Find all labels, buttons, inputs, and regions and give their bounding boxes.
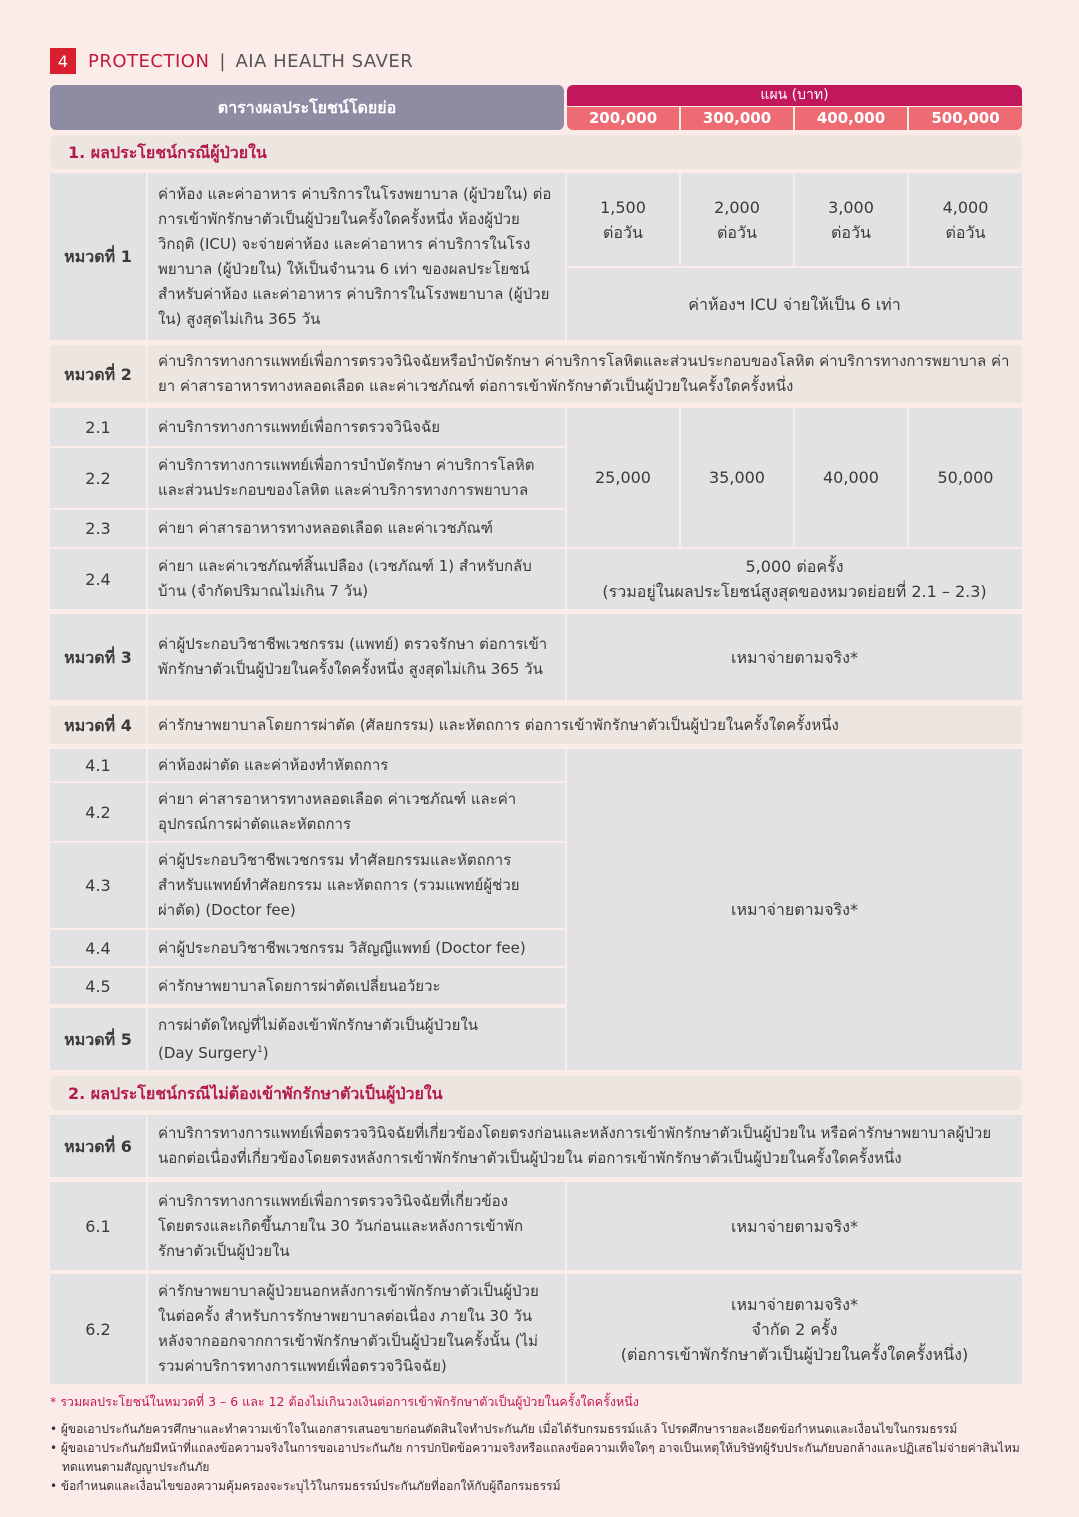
cat-1-value-400000: 3,000 ต่อวัน [795,173,907,266]
cat-6-desc: ค่าบริการทางการแพทย์เพื่อตรวจวินิจฉัยที่เกี่ยวข้องโดยตรงก่อนและหลังการเข้าพักรักษาตัวเป็นผู้ป่วยใน หรือค่ารักษาพยาบาลผู้ป่วยนอกต่อเนื่องที่เกี่ยวข้องโดยตรงหลังการเข้าพักรักษาตัวเป็นผู้ป่วยใน ต่อการเข้าพักรักษาตัวเป็นผู้ป่วยในครั้งใดครั้งหนึ่ง [148,1115,1022,1177]
cat-1-desc: ค่าห้อง และค่าอาหาร ค่าบริการในโรงพยาบาล (ผู้ป่วยใน) ต่อการเข้าพักรักษาตัวเป็นผู้ป่วยในครั้งใดครั้งหนึ่ง ห้องผู้ป่วยวิกฤติ (ICU) จะจ่ายค่าห้อง และค่าอาหาร ค่าบริการในโรงพยาบาล (ผู้ป่วยใน) ให้เป็นจำนวน 6 เท่า ของผลประโยชน์สำหรับค่าห้อง และค่าอาหาร ค่าบริการในโรงพยาบาล (ผู้ป่วยใน) สูงสุดไม่เกิน 365 วัน [148,173,565,340]
disclaimer-item: • ผู้ขอเอาประกันภัยควรศึกษาและทำความเข้าใจในเอกสารเสนอขายก่อนตัดสินใจทำประกันภัย เมื่อได้รับกรมธรรม์แล้ว โปรดศึกษารายละเอียดข้อกำหนดและเงื่อนไขในกรมธรรม์ [50,1422,958,1436]
cat-2-value-400000: 40,000 [795,408,907,547]
cat-3-desc: ค่าผู้ประกอบวิชาชีพเวชกรรม (แพทย์) ตรวจรักษา ต่อการเข้าพักรักษาตัวเป็นผู้ป่วยในครั้งใดครั้งหนึ่ง สูงสุดไม่เกิน 365 วัน [148,614,565,700]
item-4-2-desc: ค่ายา ค่าสารอาหารทางหลอดเลือด ค่าเวชภัณฑ์ และค่าอุปกรณ์การผ่าตัดและหัตถการ [148,783,565,841]
cat-2-label: หมวดที่ 2 [50,345,146,403]
disclaimer-item: • ข้อกำหนดและเงื่อนไขของความคุ้มครองจะระบุไว้ในกรมธรรม์ประกันภัยที่ออกให้กับผู้ถือกรมธรรม์ [50,1479,561,1493]
item-2-2-num: 2.2 [50,448,146,508]
section-1-title: 1. ผลประโยชน์กรณีผู้ป่วยใน [50,135,1022,169]
cat-3-value: เหมาจ่ายตามจริง* [567,614,1022,700]
item-2-3-num: 2.3 [50,510,146,547]
item-4-3-desc: ค่าผู้ประกอบวิชาชีพเวชกรรม ทำศัลยกรรมและหัตถการ สำหรับแพทย์ทำศัลยกรรม และหัตถการ (รวมแพทย์ผู้ช่วยผ่าตัด) (Doctor fee) [148,843,565,928]
cat-1-value-300000: 2,000 ต่อวัน [681,173,793,266]
product-name: AIA HEALTH SAVER [235,50,414,72]
header-separator: | [219,50,226,72]
item-4-1-desc: ค่าห้องผ่าตัด และค่าห้องทำหัตถการ [148,749,565,781]
item-4-4-num: 4.4 [50,930,146,966]
plan-title: แผน (บาท) [567,85,1022,106]
cat-1-label: หมวดที่ 1 [50,173,146,340]
item-6-2-desc: ค่ารักษาพยาบาลผู้ป่วยนอกหลังการเข้าพักรักษาตัวเป็นผู้ป่วยในต่อครั้ง สำหรับการรักษาพยาบาลต่อเนื่อง ภายใน 30 วันหลังจากออกจากการเข้าพักรักษาตัวเป็นผู้ป่วยในครั้งนั้น (ไม่รวมค่าบริการทางการแพทย์เพื่อตรวจวินิจฉัย) [148,1274,565,1384]
disclaimer-list [50,1420,1040,1496]
footnote: * รวมผลประโยชน์ในหมวดที่ 3 – 6 และ 12 ต้องไม่เกินวงเงินต่อการเข้าพักรักษาตัวเป็นผู้ป่วยในครั้งใดครั้งหนึ่ง [50,1394,639,1409]
cat-2-value-200000: 25,000 [567,408,679,547]
plan-header-400000: 400,000 [795,107,907,130]
item-2-4-desc: ค่ายา และค่าเวชภัณฑ์สิ้นเปลือง (เวชภัณฑ์ 1) สำหรับกลับบ้าน (จำกัดปริมาณไม่เกิน 7 วัน) [148,549,565,609]
brand-label: PROTECTION [88,50,210,72]
cat-6-label: หมวดที่ 6 [50,1115,146,1177]
item-2-1-num: 2.1 [50,408,146,446]
item-2-2-desc: ค่าบริการทางการแพทย์เพื่อการบำบัดรักษา ค่าบริการโลหิต และส่วนประกอบของโลหิต และค่าบริการทางการพยาบาล [148,448,565,508]
item-6-2-num: 6.2 [50,1274,146,1384]
plan-header-300000: 300,000 [681,107,793,130]
item-4-5-desc: ค่ารักษาพยาบาลโดยการผ่าตัดเปลี่ยนอวัยวะ [148,968,565,1004]
page-number: 4 [50,48,76,74]
item-2-1-desc: ค่าบริการทางการแพทย์เพื่อการตรวจวินิจฉัย [148,408,565,446]
disclaimer-item: • ผู้ขอเอาประกันภัยมีหน้าที่แถลงข้อความจริงในการขอเอาประกันภัย การปกปิดข้อความจริงหรือแถลงข้อความเท็จใดๆ อาจเป็นเหตุให้บริษัทผู้รับประกันภัยบอกล้างและปฏิเสธไม่จ่ายค่าสินไหมทดแทนตามสัญญาประกันภัย [50,1441,1020,1474]
cat-1-icu-value: ค่าห้องฯ ICU จ่ายให้เป็น 6 เท่า [567,268,1022,340]
cat-2-value-500000: 50,000 [909,408,1022,547]
plan-header-500000: 500,000 [909,107,1022,130]
cat-2-desc: ค่าบริการทางการแพทย์เพื่อการตรวจวินิจฉัยหรือบำบัดรักษา ค่าบริการโลหิตและส่วนประกอบของโลหิต ค่าบริการทางการพยาบาล ค่ายา ค่าสารอาหารทางหลอดเลือด และค่าเวชภัณฑ์ ต่อการเข้าพักรักษาตัวเป็นผู้ป่วยในครั้งใดครั้งหนึ่ง [148,345,1022,403]
cat-4-label: หมวดที่ 4 [50,706,146,744]
item-6-1-value: เหมาจ่ายตามจริง* [567,1182,1022,1270]
item-2-4-value: 5,000 ต่อครั้ง (รวมอยู่ในผลประโยชน์สูงสุดของหมวดย่อยที่ 2.1 – 2.3) [567,549,1022,609]
cat-1-value-200000: 1,500 ต่อวัน [567,173,679,266]
cat-5-desc: การผ่าตัดใหญ่ที่ไม่ต้องเข้าพักรักษาตัวเป็นผู้ป่วยใน (Day Surgery$^1$) [148,1008,565,1070]
item-4-4-desc: ค่าผู้ประกอบวิชาชีพเวชกรรม วิสัญญีแพทย์ (Doctor fee) [148,930,565,966]
item-2-4-num: 2.4 [50,549,146,609]
item-4-2-num: 4.2 [50,783,146,841]
cat-2-value-300000: 35,000 [681,408,793,547]
item-4-1-num: 4.1 [50,749,146,781]
cat-1-value-500000: 4,000 ต่อวัน [909,173,1022,266]
plan-header-200000: 200,000 [567,107,679,130]
section-2-title: 2. ผลประโยชน์กรณีไม่ต้องเข้าพักรักษาตัวเป็นผู้ป่วยใน [50,1076,1022,1110]
item-2-3-desc: ค่ายา ค่าสารอาหารทางหลอดเลือด และค่าเวชภัณฑ์ [148,510,565,547]
cat-4-5-value: เหมาจ่ายตามจริง* [567,749,1022,1070]
cat-3-label: หมวดที่ 3 [50,614,146,700]
item-4-5-num: 4.5 [50,968,146,1004]
item-6-2-value: เหมาจ่ายตามจริง* จำกัด 2 ครั้ง (ต่อการเข้าพักรักษาตัวเป็นผู้ป่วยในครั้งใดครั้งหนึ่ง) [567,1274,1022,1384]
table-title: ตารางผลประโยชน์โดยย่อ [50,85,564,130]
item-6-1-desc: ค่าบริการทางการแพทย์เพื่อการตรวจวินิจฉัยที่เกี่ยวข้องโดยตรงและเกิดขึ้นภายใน 30 วันก่อนและหลังการเข้าพักรักษาตัวเป็นผู้ป่วยใน [148,1182,565,1270]
item-6-1-num: 6.1 [50,1182,146,1270]
cat-5-label: หมวดที่ 5 [50,1008,146,1070]
page-header [50,48,413,74]
item-4-3-num: 4.3 [50,843,146,928]
cat-4-desc: ค่ารักษาพยาบาลโดยการผ่าตัด (ศัลยกรรม) และหัตถการ ต่อการเข้าพักรักษาตัวเป็นผู้ป่วยในครั้งใดครั้งหนึ่ง [148,706,1022,744]
